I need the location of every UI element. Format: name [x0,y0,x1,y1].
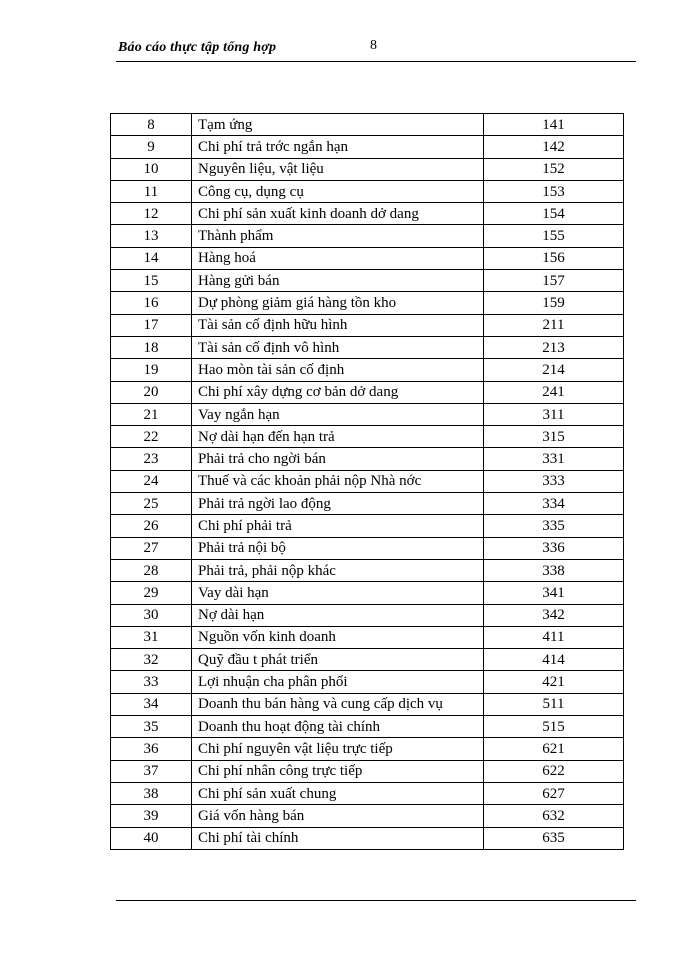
account-code: 153 [484,180,624,202]
account-name: Hàng gửi bán [192,270,484,292]
page-number: 8 [370,38,377,53]
table-row [111,381,624,403]
table-row [111,604,624,626]
account-name: Hàng hoá [192,247,484,269]
account-name: Phải trả, phải nộp khác [192,559,484,581]
row-number: 16 [111,292,192,314]
account-code: 156 [484,247,624,269]
account-name: Chi phí phải trả [192,515,484,537]
row-number: 40 [111,827,192,849]
row-number: 13 [111,225,192,247]
account-name: Chi phí xây dựng cơ bản dở dang [192,381,484,403]
table-row [111,448,624,470]
account-code: 315 [484,426,624,448]
account-name: Chi phí sản xuất chung [192,782,484,804]
row-number: 39 [111,805,192,827]
account-code: 511 [484,693,624,715]
account-code: 411 [484,626,624,648]
account-code: 241 [484,381,624,403]
account-name: Công cụ, dụng cụ [192,180,484,202]
table-row [111,158,624,180]
account-name: Vay ngắn hạn [192,403,484,425]
table-row [111,136,624,158]
header-title: Báo cáo thực tập tổng hợp [118,40,277,55]
account-name: Tài sản cố định hữu hình [192,314,484,336]
table-row [111,426,624,448]
account-code: 331 [484,448,624,470]
account-code: 632 [484,805,624,827]
table-row [111,515,624,537]
row-number: 28 [111,559,192,581]
account-name: Thành phẩm [192,225,484,247]
account-name: Vay dài hạn [192,582,484,604]
account-code: 335 [484,515,624,537]
account-code: 152 [484,158,624,180]
table-row [111,314,624,336]
account-name: Giá vốn hàng bán [192,805,484,827]
row-number: 18 [111,336,192,358]
table-row [111,782,624,804]
account-code: 211 [484,314,624,336]
row-number: 24 [111,470,192,492]
account-code: 214 [484,359,624,381]
header-divider [116,61,636,62]
account-code: 157 [484,270,624,292]
account-code: 515 [484,716,624,738]
accounts-table-body [111,114,624,850]
account-name: Tài sản cố định vô hình [192,336,484,358]
account-code: 159 [484,292,624,314]
account-name: Chi phí trả trớc ngắn hạn [192,136,484,158]
row-number: 11 [111,180,192,202]
table-row [111,559,624,581]
table-row [111,470,624,492]
table-row [111,336,624,358]
row-number: 9 [111,136,192,158]
account-name: Hao mòn tài sản cố định [192,359,484,381]
account-name: Quỹ đầu t phát triển [192,649,484,671]
account-name: Phải trả ngời lao động [192,493,484,515]
footer-divider [116,900,636,901]
row-number: 30 [111,604,192,626]
table-row [111,716,624,738]
row-number: 29 [111,582,192,604]
account-name: Chi phí nguyên vật liệu trực tiếp [192,738,484,760]
row-number: 36 [111,738,192,760]
row-number: 21 [111,403,192,425]
account-name: Nguồn vốn kinh doanh [192,626,484,648]
table-row [111,180,624,202]
account-code: 622 [484,760,624,782]
account-code: 336 [484,537,624,559]
table-row [111,493,624,515]
account-name: Dự phòng giảm giá hàng tồn kho [192,292,484,314]
account-code: 154 [484,203,624,225]
account-code: 621 [484,738,624,760]
account-name: Chi phí tài chính [192,827,484,849]
row-number: 25 [111,493,192,515]
row-number: 37 [111,760,192,782]
table-row [111,270,624,292]
table-row [111,582,624,604]
table-row [111,671,624,693]
table-row [111,827,624,849]
row-number: 12 [111,203,192,225]
account-code: 333 [484,470,624,492]
row-number: 32 [111,649,192,671]
table-row [111,247,624,269]
account-name: Thuế và các khoản phải nộp Nhà nớc [192,470,484,492]
account-code: 627 [484,782,624,804]
table-row [111,403,624,425]
account-code: 142 [484,136,624,158]
account-code: 341 [484,582,624,604]
row-number: 19 [111,359,192,381]
row-number: 10 [111,158,192,180]
account-code: 421 [484,671,624,693]
row-number: 15 [111,270,192,292]
table-row [111,760,624,782]
row-number: 14 [111,247,192,269]
account-name: Chi phí sản xuất kinh doanh dở dang [192,203,484,225]
table-row [111,114,624,136]
row-number: 22 [111,426,192,448]
account-code: 311 [484,403,624,425]
account-name: Doanh thu hoạt động tài chính [192,716,484,738]
row-number: 27 [111,537,192,559]
account-code: 338 [484,559,624,581]
table-row [111,649,624,671]
table-row [111,693,624,715]
table-row [111,359,624,381]
account-name: Phải trả nội bộ [192,537,484,559]
row-number: 17 [111,314,192,336]
account-code: 414 [484,649,624,671]
account-code: 213 [484,336,624,358]
accounts-table [110,113,624,850]
row-number: 34 [111,693,192,715]
row-number: 8 [111,114,192,136]
table-row [111,225,624,247]
table-row [111,537,624,559]
row-number: 26 [111,515,192,537]
account-code: 141 [484,114,624,136]
row-number: 23 [111,448,192,470]
account-code: 155 [484,225,624,247]
account-name: Chi phí nhân công trực tiếp [192,760,484,782]
row-number: 20 [111,381,192,403]
account-name: Nguyên liệu, vật liệu [192,158,484,180]
account-name: Nợ dài hạn [192,604,484,626]
row-number: 31 [111,626,192,648]
row-number: 38 [111,782,192,804]
account-name: Doanh thu bán hàng và cung cấp dịch vụ [192,693,484,715]
table-row [111,626,624,648]
table-row [111,805,624,827]
row-number: 33 [111,671,192,693]
account-name: Tạm ứng [192,114,484,136]
account-code: 342 [484,604,624,626]
row-number: 35 [111,716,192,738]
account-code: 334 [484,493,624,515]
account-code: 635 [484,827,624,849]
account-name: Lợi nhuận cha phân phối [192,671,484,693]
account-name: Phải trả cho ngời bán [192,448,484,470]
table-row [111,738,624,760]
table-row [111,292,624,314]
account-name: Nợ dài hạn đến hạn trả [192,426,484,448]
table-row [111,203,624,225]
